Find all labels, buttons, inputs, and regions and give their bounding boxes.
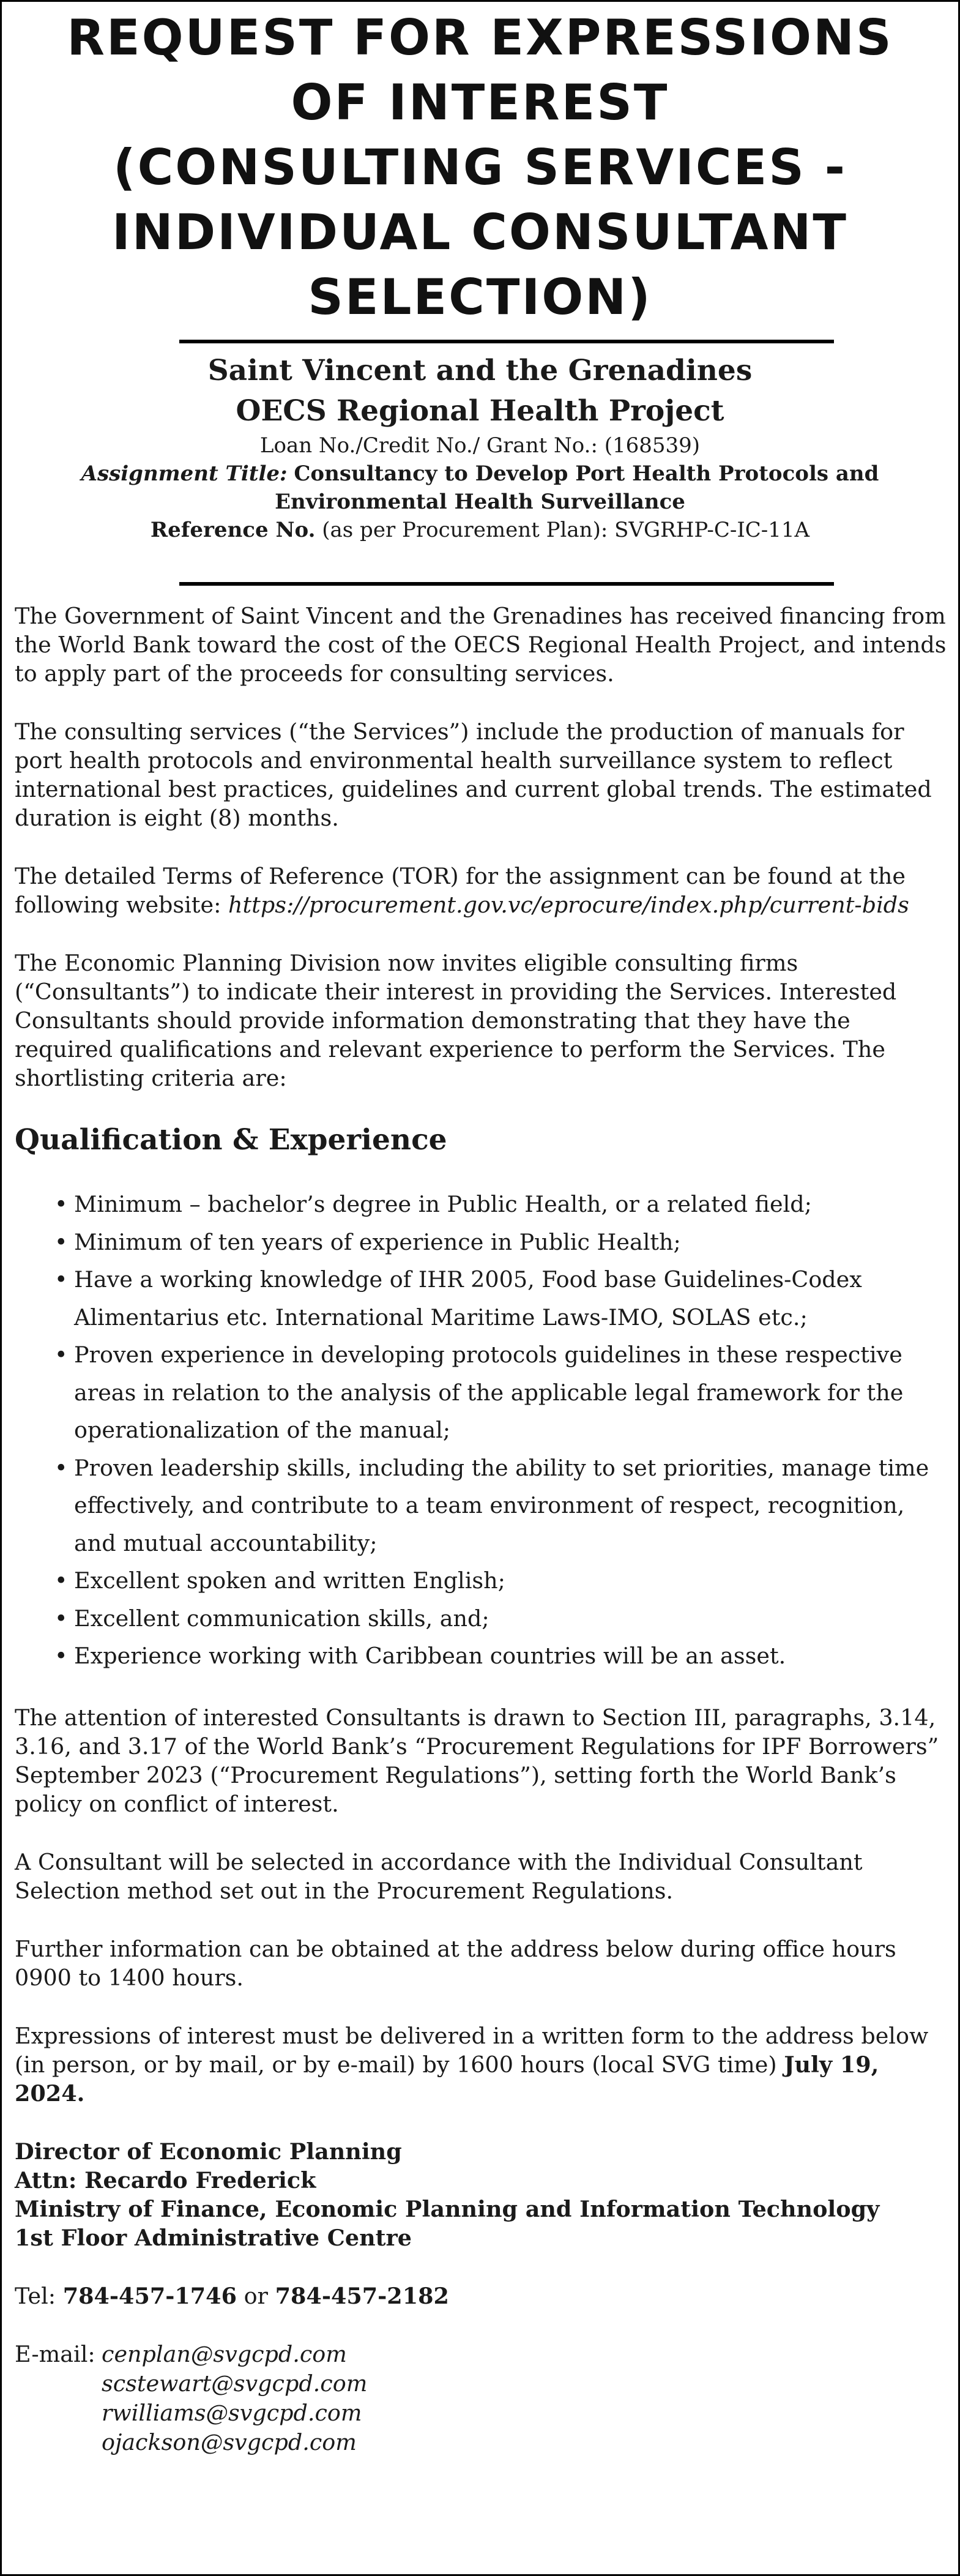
list-item: • Minimum of ten years of experience in Public Health; <box>54 1228 681 1255</box>
list-item: • Excellent spoken and written English; <box>54 1567 505 1594</box>
assignment-title-cont: Environmental Health Surveillance <box>275 490 685 514</box>
email-address: cenplan@svgcpd.com <box>102 2340 347 2367</box>
email-address: rwilliams@svgcpd.com <box>102 2399 362 2426</box>
project-name: OECS Regional Health Project <box>236 394 724 428</box>
address-line: Director of Economic Planning <box>15 2138 402 2165</box>
tor-paragraph: The detailed Terms of Reference (TOR) for the assignment can be found at the following website: https://procurement.gov.vc/eprocure/index.php/current-bids <box>15 863 909 918</box>
title-line: INDIVIDUAL CONSULTANT <box>112 204 848 261</box>
project-header <box>2 351 958 544</box>
assignment-title: Assignment Title: Consultancy to Develop Port Health Protocols and <box>81 461 879 486</box>
reference-number: Reference No. (as per Procurement Plan): SVGRHP-C-IC-11A <box>150 518 810 542</box>
financing-paragraph: The Government of Saint Vincent and the Grenadines has received financing from the World Bank toward the cost of the OECS Regional Health Project, and intends to apply part of the proceeds for consulting services. <box>15 603 947 687</box>
invitation-paragraph: The Economic Planning Division now invites eligible consulting firms (“Consultants”) to indicate their interest in providing the Services. Interested Consultants should provide information demonstrating that they have the required qualifications and relevant experience to perform the Services. The shortlisting criteria are: <box>15 950 897 1091</box>
notice-title <box>2 6 958 330</box>
email-address: ojackson@svgcpd.com <box>102 2429 357 2455</box>
services-paragraph: The consulting services (“the Services”) include the production of manuals for port health protocols and environmental health surveillance system to reflect international best practices, guidelines and current global trends. The estimated duration is eight (8) months. <box>15 719 932 831</box>
title-line: OF INTEREST <box>291 74 669 131</box>
country-name: Saint Vincent and the Grenadines <box>207 354 753 387</box>
deadline-paragraph: Expressions of interest must be delivered in a written form to the address below (in person, or by mail, or by e-mail) by 1600 hours (local SVG time) July 19, 2024. <box>15 2022 929 2107</box>
title-line: REQUEST FOR EXPRESSIONS <box>67 9 893 66</box>
title-line: (CONSULTING SERVICES - <box>113 139 847 196</box>
notice-body <box>15 602 948 2457</box>
email-block <box>15 2340 948 2457</box>
phone-number: 784-457-2182 <box>275 2282 449 2309</box>
list-item: • Excellent communication skills, and; <box>54 1605 489 1632</box>
qualification-heading: Qualification & Experience <box>15 1123 447 1157</box>
title-line: SELECTION) <box>308 269 652 326</box>
contact-address <box>15 2137 948 2252</box>
qualification-list <box>15 1185 948 1675</box>
telephone-line: Tel: 784-457-1746 or 784-457-2182 <box>15 2282 449 2309</box>
list-item: • Proven leadership skills, including the ability to set priorities, manage time effectively, and contribute to a team environment of respect, recognition, and mutual accountability; <box>54 1454 929 1556</box>
address-line: Attn: Recardo Frederick <box>15 2167 316 2193</box>
deadline-date: July 19, 2024. <box>15 2051 879 2107</box>
hours-paragraph: Further information can be obtained at the address below during office hours 0900 to 1400 hours. <box>15 1935 896 1991</box>
email-label: E-mail: <box>15 2340 95 2367</box>
address-line: 1st Floor Administrative Centre <box>15 2224 412 2251</box>
list-item: • Have a working knowledge of IHR 2005, Food base Guidelines-Codex Alimentarius etc. International Maritime Laws-IMO, SOLAS etc.; <box>54 1266 862 1331</box>
email-address: scstewart@svgcpd.com <box>102 2370 368 2397</box>
address-line: Ministry of Finance, Economic Planning and Information Technology <box>15 2195 880 2222</box>
selection-paragraph: A Consultant will be selected in accordance with the Individual Consultant Selection method set out in the Procurement Regulations. <box>15 1848 863 1904</box>
conflict-paragraph: The attention of interested Consultants is drawn to Section III, paragraphs, 3.14, 3.16, and 3.17 of the World Bank’s “Procurement Regulations for IPF Borrowers” September 2023 (“Procurement Regulations”), setting forth the World Bank’s policy on conflict of interest. <box>15 1704 939 1817</box>
phone-number: 784-457-1746 <box>62 2282 237 2309</box>
loan-number: Loan No./Credit No./ Grant No.: (168539) <box>259 433 701 458</box>
tor-url: https://procurement.gov.vc/eprocure/index.php/current-bids <box>228 892 909 918</box>
list-item: • Minimum – bachelor’s degree in Public Health, or a related field; <box>54 1191 812 1217</box>
divider-top <box>179 340 834 343</box>
list-item: • Experience working with Caribbean countries will be an asset. <box>54 1643 786 1669</box>
list-item: • Proven experience in developing protocols guidelines in these respective areas in relation to the analysis of the applicable legal framework for the operationalization of the manual; <box>54 1342 904 1443</box>
divider-bottom <box>179 582 834 586</box>
